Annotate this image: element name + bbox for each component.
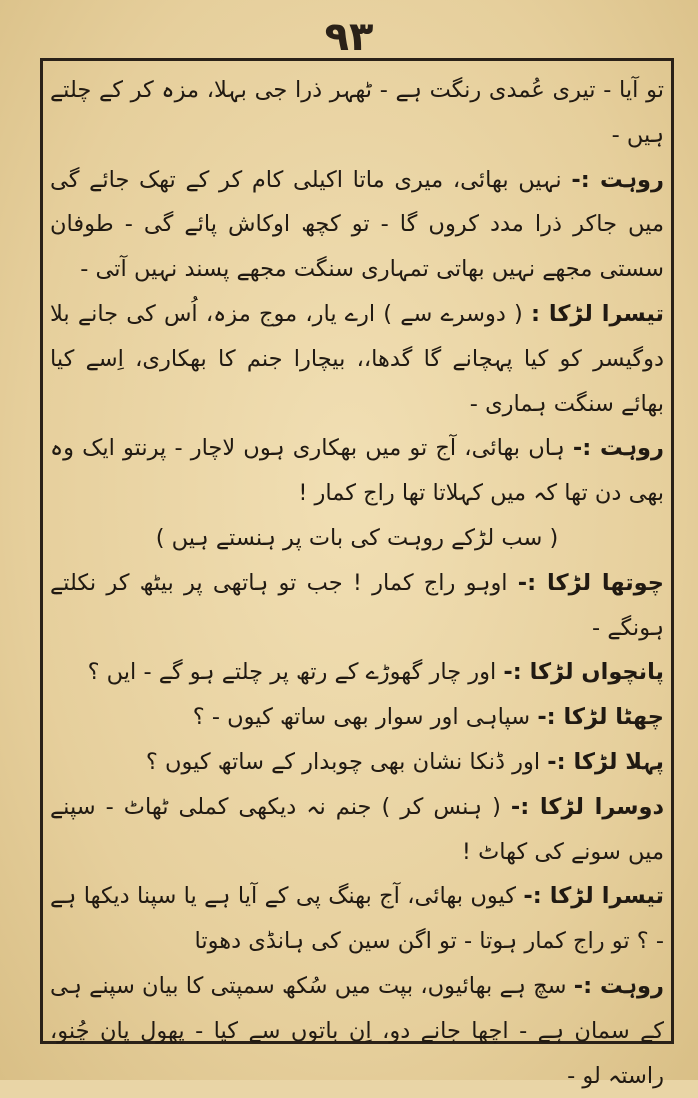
paragraph-text: ( سب لڑکے روہت کی بات پر ہنستے ہیں ) xyxy=(155,524,559,551)
speaker-name: دوسرا لڑکا :- xyxy=(510,793,664,820)
text-body xyxy=(50,68,664,1098)
paragraph-text: ( دوسرے سے ) ارے یار، موج مزہ، اُس کی جانے بلا دوگیسر کو کیا پہچانے گا گدھا،، بیچارا جنم کا بھکاری، اِسے کیا بھائے سنگت ہماری - xyxy=(50,300,664,417)
speaker-name: پانچواں لڑکا :- xyxy=(503,659,664,686)
paragraph xyxy=(50,158,664,292)
speaker-name: پہلا لڑکا :- xyxy=(547,748,664,775)
speaker-name: چوتھا لڑکا :- xyxy=(517,569,664,596)
speaker-name: روہت :- xyxy=(573,972,664,999)
paragraph xyxy=(50,785,664,875)
paragraph xyxy=(50,516,664,561)
paragraph xyxy=(50,561,664,651)
paragraph-text: اور چار گھوڑے کے رتھ پر چلتے ہو گے - ایں ؟ xyxy=(87,659,504,686)
paragraph-text: سپاہی اور سوار بھی ساتھ کیوں - ؟ xyxy=(192,704,538,731)
speaker-name: روہت :- xyxy=(572,435,664,462)
paragraph-text: کیوں بھائی، آج بھنگ پی کے آیا ہے یا سپنا دیکھا ہے - ؟ تو راج کمار ہوتا - تو اگن سین کی ہانڈی دھوتا xyxy=(50,883,664,955)
speaker-name: تیسرا لڑکا :- xyxy=(523,883,664,910)
paragraph xyxy=(50,650,664,695)
speaker-name: چھٹا لڑکا :- xyxy=(537,704,664,731)
paragraph-text: اوہو راج کمار ! جب تو ہاتھی پر بیٹھ کر نکلتے ہونگے - xyxy=(50,569,664,641)
paragraph xyxy=(50,68,664,158)
paragraph-text: اور ڈنکا نشان بھی چوبدار کے ساتھ کیوں ؟ xyxy=(145,748,548,775)
paragraph xyxy=(50,426,664,516)
paragraph-text: تو آیا - تیری عُمدی رنگت ہے - ٹھہر ذرا جی بہلا، مزہ کر کے چلتے ہیں - xyxy=(50,77,664,148)
page-number: ۹۳ xyxy=(324,14,374,60)
paragraph xyxy=(50,292,664,426)
paragraph xyxy=(50,695,664,740)
paragraph xyxy=(50,874,664,964)
paragraph-text: ( ہنس کر ) جنم نہ دیکھی کملی ٹھاٹ - سپنے میں سونے کی کھاٹ ! xyxy=(50,793,664,865)
paragraph xyxy=(50,964,664,1098)
speaker-name: روہت :- xyxy=(571,166,664,193)
paragraph xyxy=(50,740,664,785)
paragraph-text: سچ ہے بھائیوں، بپت میں سُکھ سمپتی کا بیان سپنے ہی کے سمان ہے - اچھا جانے دو، اِن باتوں سے کیا - پھول پان چُنو، راستہ لو - xyxy=(50,972,664,1089)
paragraph-text: ہاں بھائی، آج تو میں بھکاری ہوں لاچار - پرنتو ایک وہ بھی دن تھا کہ میں کہلاتا تھا راج کمار ! xyxy=(50,435,664,507)
paragraph-text: نہیں بھائی، میری ماتا اکیلی کام کر کے تھک جائے گی میں جاکر ذرا مدد کروں گا - تو کچھ اوکاش پائے گی - طوفان سستی مجھے نہیں بھاتی تمہاری سنگت مجھے پسند نہیں آتی - xyxy=(50,166,664,283)
speaker-name: تیسرا لڑکا : xyxy=(531,300,664,327)
